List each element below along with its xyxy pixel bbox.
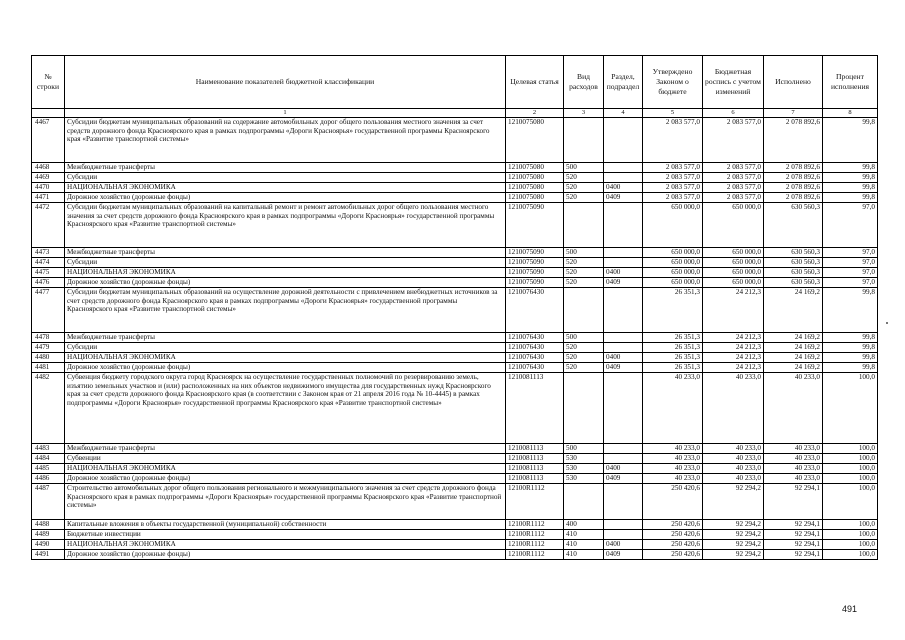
section-code (604, 454, 643, 464)
header-executed: Исполнено (764, 56, 823, 109)
table-row (32, 474, 878, 484)
execution-percent: 99,8 (823, 183, 878, 193)
expense-type: 520 (564, 258, 604, 268)
target-article: 1210075090 (506, 268, 564, 278)
section-code (604, 484, 643, 520)
table-row (32, 183, 878, 193)
executed-amount: 2 078 892,6 (764, 183, 823, 193)
table-row (32, 464, 878, 474)
section-code (604, 118, 643, 163)
row-number: 4489 (32, 530, 65, 540)
execution-percent: 100,0 (823, 530, 878, 540)
expense-type: 530 (564, 464, 604, 474)
execution-percent: 99,8 (823, 363, 878, 373)
executed-amount: 40 233,0 (764, 373, 823, 444)
expense-type: 400 (564, 520, 604, 530)
schedule-amount: 24 212,3 (703, 333, 764, 343)
schedule-amount: 92 294,2 (703, 484, 764, 520)
row-number: 4483 (32, 444, 65, 454)
indicator-name: Капитальные вложения в объекты государственной (муниципальной) собственности (65, 520, 506, 530)
schedule-amount: 650 000,0 (703, 278, 764, 288)
executed-amount: 2 078 892,6 (764, 173, 823, 183)
approved-amount: 250 420,6 (643, 540, 703, 550)
indicator-name: Дорожное хозяйство (дорожные фонды) (65, 474, 506, 484)
row-number: 4488 (32, 520, 65, 530)
target-article: 12100R1112 (506, 540, 564, 550)
target-article: 1210075080 (506, 118, 564, 163)
executed-amount: 630 560,3 (764, 278, 823, 288)
approved-amount: 250 420,6 (643, 530, 703, 540)
row-number: 4467 (32, 118, 65, 163)
approved-amount: 40 233,0 (643, 474, 703, 484)
column-number: 1 (65, 109, 506, 118)
section-code: 0409 (604, 193, 643, 203)
row-number: 4469 (32, 173, 65, 183)
table-row (32, 193, 878, 203)
table-row (32, 258, 878, 268)
schedule-amount: 650 000,0 (703, 248, 764, 258)
executed-amount: 92 294,1 (764, 540, 823, 550)
table-row (32, 484, 878, 520)
section-code (604, 248, 643, 258)
header-target-article: Целевая статья (506, 56, 564, 109)
executed-amount: 40 233,0 (764, 454, 823, 464)
schedule-amount: 40 233,0 (703, 444, 764, 454)
schedule-amount: 92 294,2 (703, 540, 764, 550)
target-article: 12100R1112 (506, 550, 564, 560)
execution-percent: 97,0 (823, 248, 878, 258)
section-code: 0400 (604, 183, 643, 193)
section-code (604, 520, 643, 530)
indicator-name: Дорожное хозяйство (дорожные фонды) (65, 363, 506, 373)
expense-type: 410 (564, 550, 604, 560)
indicator-name: Бюджетные инвестиции (65, 530, 506, 540)
table-row (32, 173, 878, 183)
execution-percent: 100,0 (823, 373, 878, 444)
row-number: 4486 (32, 474, 65, 484)
expense-type (564, 373, 604, 444)
expense-type: 500 (564, 333, 604, 343)
execution-percent: 99,8 (823, 193, 878, 203)
indicator-name: Субсидии бюджетам муниципальных образований на капитальный ремонт и ремонт автомобильных дорог общего пользования местного значения за счет средств дорожного фонда Красноярского края в рамках подпрограммы «Дороги Красноярья» государственной программы Красноярского края «Развитие транспортной системы» (65, 203, 506, 248)
target-article: 1210081113 (506, 474, 564, 484)
row-number: 4478 (32, 333, 65, 343)
header-expense-type: Вид расходов (564, 56, 604, 109)
section-code (604, 288, 643, 333)
approved-amount: 26 351,3 (643, 353, 703, 363)
section-code: 0400 (604, 353, 643, 363)
execution-percent: 97,0 (823, 268, 878, 278)
table-row (32, 333, 878, 343)
page-number: 491 (842, 604, 858, 614)
expense-type: 520 (564, 343, 604, 353)
executed-amount: 92 294,1 (764, 550, 823, 560)
approved-amount: 650 000,0 (643, 203, 703, 248)
executed-amount: 92 294,1 (764, 530, 823, 540)
target-article: 1210075080 (506, 163, 564, 173)
approved-amount: 26 351,3 (643, 333, 703, 343)
section-code (604, 333, 643, 343)
executed-amount: 630 560,3 (764, 258, 823, 268)
table-row (32, 268, 878, 278)
expense-type: 520 (564, 278, 604, 288)
execution-percent: 100,0 (823, 454, 878, 464)
approved-amount: 40 233,0 (643, 444, 703, 454)
row-number: 4479 (32, 343, 65, 353)
target-article: 1210075090 (506, 258, 564, 268)
table-row (32, 278, 878, 288)
indicator-name: Субсидии бюджетам муниципальных образований на осуществление дорожной деятельности с привлечением внебюджетных источников за счет средств дорожного фонда Красноярского края в рамках подпрограммы «Дороги Красноярья» государственной программы Красноярского края «Развитие транспортной системы» (65, 288, 506, 333)
executed-amount: 630 560,3 (764, 248, 823, 258)
target-article: 1210076430 (506, 353, 564, 363)
approved-amount: 26 351,3 (643, 288, 703, 333)
approved-amount: 40 233,0 (643, 454, 703, 464)
indicator-name: НАЦИОНАЛЬНАЯ ЭКОНОМИКА (65, 353, 506, 363)
section-code (604, 343, 643, 353)
indicator-name: Субсидии (65, 173, 506, 183)
column-number: 4 (604, 109, 643, 118)
budget-table (31, 55, 878, 560)
indicator-name: Межбюджетные трансферты (65, 444, 506, 454)
indicator-name: Дорожное хозяйство (дорожные фонды) (65, 550, 506, 560)
execution-percent: 97,0 (823, 258, 878, 268)
section-code: 0409 (604, 550, 643, 560)
target-article: 1210081113 (506, 464, 564, 474)
executed-amount: 2 078 892,6 (764, 163, 823, 173)
expense-type: 520 (564, 183, 604, 193)
table-row (32, 373, 878, 444)
table-row (32, 520, 878, 530)
schedule-amount: 40 233,0 (703, 454, 764, 464)
execution-percent: 97,0 (823, 278, 878, 288)
target-article: 1210075080 (506, 173, 564, 183)
target-article: 1210075080 (506, 193, 564, 203)
target-article: 12100R1112 (506, 520, 564, 530)
executed-amount: 40 233,0 (764, 474, 823, 484)
target-article: 12100R1112 (506, 530, 564, 540)
expense-type: 530 (564, 474, 604, 484)
execution-percent: 100,0 (823, 474, 878, 484)
section-code (604, 530, 643, 540)
schedule-amount: 24 212,3 (703, 288, 764, 333)
executed-amount: 92 294,1 (764, 520, 823, 530)
schedule-amount: 650 000,0 (703, 203, 764, 248)
expense-type: 520 (564, 268, 604, 278)
section-code (604, 373, 643, 444)
row-number: 4470 (32, 183, 65, 193)
target-article: 1210081113 (506, 454, 564, 464)
table-row (32, 363, 878, 373)
executed-amount: 630 560,3 (764, 268, 823, 278)
executed-amount: 40 233,0 (764, 464, 823, 474)
execution-percent: 100,0 (823, 550, 878, 560)
indicator-name: Субсидии бюджетам муниципальных образований на содержание автомобильных дорог общего пользования местного значения за счет средств дорожного фонда Красноярского края в рамках подпрограммы «Дороги Красноярья» государственной программы Красноярского края «Развитие транспортной системы» (65, 118, 506, 163)
column-number-row (32, 109, 878, 118)
execution-percent: 99,8 (823, 118, 878, 163)
schedule-amount: 2 083 577,0 (703, 118, 764, 163)
table-row (32, 550, 878, 560)
approved-amount: 2 083 577,0 (643, 193, 703, 203)
row-number: 4480 (32, 353, 65, 363)
column-number: 2 (506, 109, 564, 118)
execution-percent: 100,0 (823, 444, 878, 454)
executed-amount: 2 078 892,6 (764, 118, 823, 163)
section-code: 0400 (604, 268, 643, 278)
section-code: 0409 (604, 363, 643, 373)
executed-amount: 24 169,2 (764, 363, 823, 373)
indicator-name: НАЦИОНАЛЬНАЯ ЭКОНОМИКА (65, 464, 506, 474)
header-approved-by-law: Утверждено Законом о бюджете (643, 56, 703, 109)
table-row (32, 530, 878, 540)
schedule-amount: 24 212,3 (703, 343, 764, 353)
target-article: 1210075090 (506, 248, 564, 258)
expense-type (564, 203, 604, 248)
indicator-name: Строительство автомобильных дорог общего пользования регионального и межмуниципального значения за счет средств дорожного фонда Красноярского края в рамках подпрограммы «Дороги Красноярья» государственной программы Красноярского края «Развитие транспортной системы» (65, 484, 506, 520)
table-row (32, 343, 878, 353)
execution-percent: 100,0 (823, 520, 878, 530)
executed-amount: 630 560,3 (764, 203, 823, 248)
row-number: 4484 (32, 454, 65, 464)
column-number: 7 (764, 109, 823, 118)
table-header-row (32, 56, 878, 109)
approved-amount: 2 083 577,0 (643, 163, 703, 173)
expense-type: 520 (564, 363, 604, 373)
schedule-amount: 40 233,0 (703, 464, 764, 474)
target-article: 1210076430 (506, 288, 564, 333)
section-code (604, 163, 643, 173)
approved-amount: 650 000,0 (643, 268, 703, 278)
target-article: 1210075090 (506, 278, 564, 288)
target-article: 1210075090 (506, 203, 564, 248)
target-article: 1210081113 (506, 444, 564, 454)
indicator-name: Межбюджетные трансферты (65, 163, 506, 173)
executed-amount: 24 169,2 (764, 333, 823, 343)
section-code (604, 203, 643, 248)
approved-amount: 250 420,6 (643, 550, 703, 560)
indicator-name: Субвенция бюджету городского округа город Красноярск на осуществление государственных полномочий по резервированию земель, изъятию земельных участков и (или) расположенных на них объектов недвижимого имущества для государственных нужд Красноярского края за счет средств дорожного фонда Красноярского края (в соответствии с Законом края от 21 апреля 2016 года № 10-4445) в рамках подпрограммы «Дороги Красноярья» государственной программы Красноярского края «Развитие транспортной системы» (65, 373, 506, 444)
execution-percent: 99,8 (823, 333, 878, 343)
header-budget-schedule: Бюджетная роспись с учетом изменений (703, 56, 764, 109)
row-number: 4473 (32, 248, 65, 258)
header-section: Раздел, подраздел (604, 56, 643, 109)
target-article: 1210081113 (506, 373, 564, 444)
schedule-amount: 40 233,0 (703, 474, 764, 484)
target-article: 1210076430 (506, 343, 564, 353)
column-number: 8 (823, 109, 878, 118)
schedule-amount: 92 294,2 (703, 530, 764, 540)
table-row (32, 248, 878, 258)
table-row (32, 540, 878, 550)
schedule-amount: 40 233,0 (703, 373, 764, 444)
approved-amount: 40 233,0 (643, 464, 703, 474)
row-number: 4468 (32, 163, 65, 173)
schedule-amount: 2 083 577,0 (703, 173, 764, 183)
executed-amount: 40 233,0 (764, 444, 823, 454)
row-number: 4482 (32, 373, 65, 444)
approved-amount: 26 351,3 (643, 363, 703, 373)
indicator-name: НАЦИОНАЛЬНАЯ ЭКОНОМИКА (65, 540, 506, 550)
execution-percent: 100,0 (823, 484, 878, 520)
indicator-name: НАЦИОНАЛЬНАЯ ЭКОНОМИКА (65, 183, 506, 193)
indicator-name: Субвенции (65, 454, 506, 464)
row-number: 4491 (32, 550, 65, 560)
approved-amount: 2 083 577,0 (643, 173, 703, 183)
table-row (32, 163, 878, 173)
indicator-name: Межбюджетные трансферты (65, 333, 506, 343)
table-row (32, 118, 878, 163)
row-number: 4475 (32, 268, 65, 278)
schedule-amount: 650 000,0 (703, 258, 764, 268)
column-number: 3 (564, 109, 604, 118)
expense-type: 500 (564, 444, 604, 454)
schedule-amount: 2 083 577,0 (703, 163, 764, 173)
expense-type: 500 (564, 163, 604, 173)
row-number: 4472 (32, 203, 65, 248)
column-number: 5 (643, 109, 703, 118)
section-code: 0400 (604, 540, 643, 550)
indicator-name: Дорожное хозяйство (дорожные фонды) (65, 278, 506, 288)
row-number: 4487 (32, 484, 65, 520)
expense-type: 500 (564, 248, 604, 258)
target-article: 1210076430 (506, 363, 564, 373)
approved-amount: 250 420,6 (643, 484, 703, 520)
approved-amount: 250 420,6 (643, 520, 703, 530)
table-row (32, 444, 878, 454)
approved-amount: 2 083 577,0 (643, 183, 703, 193)
section-code: 0409 (604, 278, 643, 288)
execution-percent: 100,0 (823, 540, 878, 550)
header-execution-percent: Процент исполнения (823, 56, 878, 109)
table-row (32, 454, 878, 464)
section-code: 0400 (604, 464, 643, 474)
expense-type (564, 484, 604, 520)
row-number: 4485 (32, 464, 65, 474)
execution-percent: 99,8 (823, 343, 878, 353)
column-number: 6 (703, 109, 764, 118)
row-number: 4474 (32, 258, 65, 268)
expense-type: 520 (564, 193, 604, 203)
approved-amount: 650 000,0 (643, 258, 703, 268)
execution-percent: 97,0 (823, 203, 878, 248)
section-code (604, 173, 643, 183)
table-row (32, 203, 878, 248)
expense-type: 410 (564, 530, 604, 540)
execution-percent: 99,8 (823, 288, 878, 333)
indicator-name: Субсидии (65, 258, 506, 268)
scan-artifact (886, 322, 888, 324)
approved-amount: 650 000,0 (643, 248, 703, 258)
approved-amount: 26 351,3 (643, 343, 703, 353)
table-row (32, 288, 878, 333)
expense-type: 530 (564, 454, 604, 464)
execution-percent: 99,8 (823, 353, 878, 363)
indicator-name: Субсидии (65, 343, 506, 353)
executed-amount: 92 294,1 (764, 484, 823, 520)
indicator-name: Межбюджетные трансферты (65, 248, 506, 258)
expense-type: 520 (564, 353, 604, 363)
executed-amount: 24 169,2 (764, 343, 823, 353)
approved-amount: 2 083 577,0 (643, 118, 703, 163)
executed-amount: 24 169,2 (764, 353, 823, 363)
indicator-name: НАЦИОНАЛЬНАЯ ЭКОНОМИКА (65, 268, 506, 278)
section-code (604, 258, 643, 268)
row-number: 4490 (32, 540, 65, 550)
schedule-amount: 2 083 577,0 (703, 193, 764, 203)
executed-amount: 2 078 892,6 (764, 193, 823, 203)
expense-type (564, 288, 604, 333)
header-indicator-name: Наименование показателей бюджетной классификации (65, 56, 506, 109)
schedule-amount: 92 294,2 (703, 550, 764, 560)
target-article: 12100R1112 (506, 484, 564, 520)
expense-type: 520 (564, 173, 604, 183)
column-number (32, 109, 65, 118)
table-row (32, 353, 878, 363)
execution-percent: 100,0 (823, 464, 878, 474)
schedule-amount: 24 212,3 (703, 363, 764, 373)
expense-type (564, 118, 604, 163)
indicator-name: Дорожное хозяйство (дорожные фонды) (65, 193, 506, 203)
header-row-number: № строки (32, 56, 65, 109)
row-number: 4477 (32, 288, 65, 333)
target-article: 1210076430 (506, 333, 564, 343)
execution-percent: 99,8 (823, 163, 878, 173)
schedule-amount: 92 294,2 (703, 520, 764, 530)
section-code (604, 444, 643, 454)
schedule-amount: 650 000,0 (703, 268, 764, 278)
row-number: 4471 (32, 193, 65, 203)
approved-amount: 40 233,0 (643, 373, 703, 444)
executed-amount: 24 169,2 (764, 288, 823, 333)
target-article: 1210075080 (506, 183, 564, 193)
section-code: 0409 (604, 474, 643, 484)
schedule-amount: 2 083 577,0 (703, 183, 764, 193)
row-number: 4476 (32, 278, 65, 288)
expense-type: 410 (564, 540, 604, 550)
schedule-amount: 24 212,3 (703, 353, 764, 363)
row-number: 4481 (32, 363, 65, 373)
approved-amount: 650 000,0 (643, 278, 703, 288)
execution-percent: 99,8 (823, 173, 878, 183)
